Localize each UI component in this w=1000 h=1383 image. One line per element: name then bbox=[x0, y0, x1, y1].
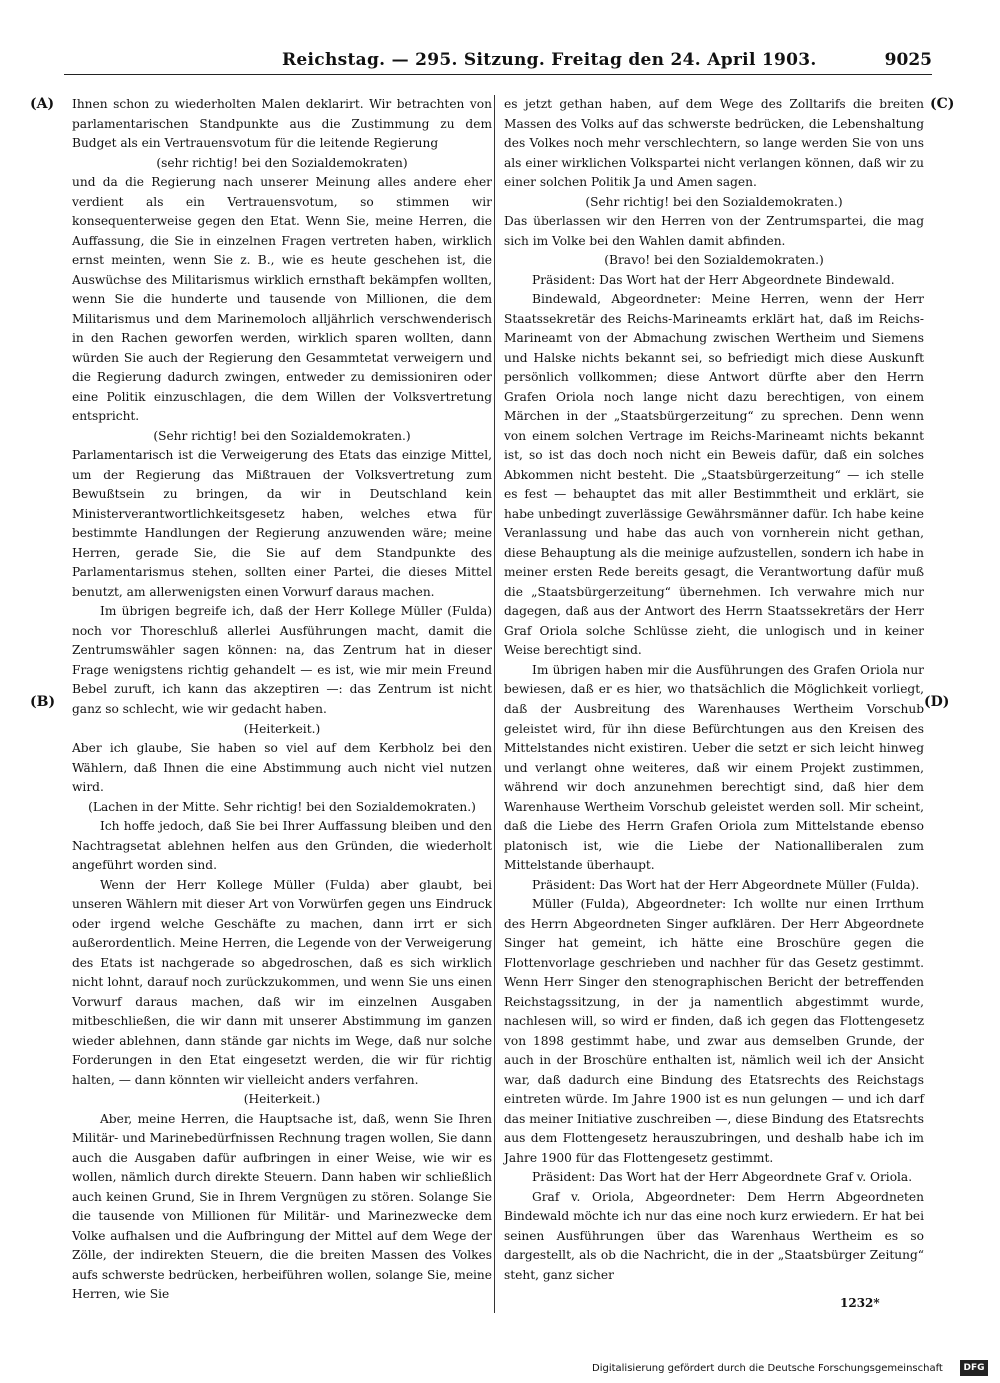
margin-letter-a: (A) bbox=[30, 96, 55, 112]
paragraph: Aber ich glaube, Sie haben so viel auf dem Kerbholz bei den Wählern, daß Ihnen die eine Abstimmung auch nicht viel nutzen wird. bbox=[72, 741, 492, 795]
page-header bbox=[64, 50, 932, 75]
paragraph: Wenn der Herr Kollege Müller (Fulda) aber glaubt, bei unseren Wählern mit dieser Art von Vorwürfen gegen uns Eindruck oder irgend welche Geschäfte zu machen, dann irrt er sich außerordentlich. Meine Herren, die Legende von der Verweigerung des Etats ist nachgerade so abgedroschen, daß es sich wirklich nicht lohnt, darauf noch zurückzukommen, und wenn Sie uns einen Vorwurf daraus machen, daß wir im einzelnen Ausgaben mitbeschließen, die wir dann mit unserer Abstimmung im ganzen wieder ablehnen, dann stände gar nichts im Wege, daß nur solche Forderungen in den Etat eingesetzt werden, die wir für richtig halten, — dann könnten wir vielleicht anders verfahren. bbox=[72, 877, 492, 1087]
footer-credit: Digitalisierung gefördert durch die Deutsche Forschungsgemeinschaft bbox=[592, 1363, 943, 1374]
column-divider bbox=[494, 95, 495, 1313]
paragraph: es jetzt gethan haben, auf dem Wege des Zolltarifs die breiten Massen des Volks auf das schwerste bedrücken, die Lebenshaltung des Volkes noch mehr verschlechtern, so lange werden Sie von uns als einer wirklichen Volkspartei nicht verlangen können, daß wir zu einer solchen Politik Ja und Amen sagen. bbox=[504, 97, 924, 190]
interjection: (Sehr richtig! bei den Sozialdemokraten.) bbox=[585, 194, 843, 209]
paragraph: Das überlassen wir den Herren von der Zentrumspartei, die mag sich im Volke bei den Wahlen damit abfinden. bbox=[504, 214, 924, 248]
interjection: (Sehr richtig! bei den Sozialdemokraten.) bbox=[153, 428, 411, 443]
speaker-paragraph: Bindewald, Abgeordneter: Meine Herren, wenn der Herr Staatssekretär des Reichs-Marineamts erklärt hat, daß im Reichs-Marineamt von der Abmachung zwischen Wertheim und Siemens und Halske nichts bekannt sei, so befriedigt mich diese Auskunft persönlich vollkommen; diese Antwort dürfte aber den Herrn Grafen Oriola noch lange nicht dazu berechtigen, von einem Märchen in der „Staatsbürgerzeitung“ zu sprechen. Denn wenn von einem solchen Vertrage im Reichs-Marineamt nichts bekannt ist, so ist das doch noch nicht ein Beweis dafür, daß ein solches Abkommen nicht besteht. Die „Staatsbürgerzeitung“ — ich stelle es fest — behauptet das mit aller Bestimmtheit und erklärt, sie habe unbedingt zuverlässige Gewährsmänner dafür. Ich habe keine Veranlassung und habe das auch von vornherein nicht gethan, diese Behauptung als die meinige aufzustellen, sondern ich habe in meiner ersten Rede bereits gesagt, die Verantwortung dafür muß die „Staatsbürgerzeitung“ übernehmen. Ich verwahre mich nur dagegen, daß aus der Antwort des Herrn Staatssekretärs der Herr Graf Oriola solche Schlüsse zieht, die unlogisch und in keiner Weise berechtigt sind. bbox=[504, 292, 924, 658]
interjection: (sehr richtig! bei den Sozialdemokraten) bbox=[156, 155, 408, 170]
interjection: (Lachen in der Mitte. Sehr richtig! bei den Sozialdemokraten.) bbox=[88, 799, 476, 814]
paragraph: Parlamentarisch ist die Verweigerung des Etats das einzige Mittel, um der Regierung das Mißtrauen der Volksvertretung zum Bewußtsein zu bringen, da wir in Deutschland kein Ministerverantwortlichkeitsgesetz haben, welches etwa für bestimmte Handlungen der Regierung anzuwenden wäre; meine Herren, gerade Sie, die Sie auf dem Standpunkte des Parlamentarismus stehen, sollten einer Partei, die dieses Mittel benutzt, am allerwenigsten einen Vorwurf daraus machen. bbox=[72, 448, 492, 599]
paragraph: Aber, meine Herren, die Hauptsache ist, daß, wenn Sie Ihren Militär- und Marinebedürfnissen Rechnung tragen wollen, Sie dann auch die Ausgaben dafür aufbringen in einer Weise, wie wir es wollen, nämlich durch direkte Steuern. Dann haben wir schließlich auch keinen Grund, Sie in Ihrem Vergnügen zu stören. Solange Sie die tausende von Millionen für Militär- und Marinezwecke dem Volke aufhalsen und die Aufbringung der Mittel auf dem Wege der Zölle, der indirekten Steuern, die die breiten Massen des Volkes aufs schwerste bedrücken, herbeiführen wollen, solange Sie, meine Herren, wie Sie bbox=[72, 1111, 492, 1302]
dfg-logo: DFG bbox=[960, 1360, 988, 1376]
paragraph: Im übrigen haben mir die Ausführungen des Grafen Oriola nur bewiesen, daß er es hier, wo thatsächlich die Möglichkeit vorliegt, daß der Ausbreitung des Warenhauses Wertheim Vorschub geleistet wird, für ihn diese Befürchtungen aus den Kreisen des Mittelstandes nicht existiren. Ueber die setzt er sich leicht hinweg und verlangt ohne weiteres, daß wir einem Projekt zustimmen, während wir doch anzunehmen berechtigt sind, daß hier dem Warenhause Wertheim Vorschub geleistet werden soll. Mir scheint, daß die Liebe des Herrn Grafen Oriola zum Mittelstande ebenso platonisch ist, wie die Liebe der Nationalliberalen zum Mittelstande überhaupt. bbox=[504, 662, 924, 873]
interjection: (Heiterkeit.) bbox=[243, 721, 321, 736]
interjection: (Bravo! bei den Sozialdemokraten.) bbox=[604, 253, 824, 268]
signature-mark: 1232* bbox=[840, 1296, 880, 1310]
margin-letter-d: (D) bbox=[924, 694, 950, 710]
speaker-paragraph: Müller (Fulda), Abgeordneter: Ich wollte nur einen Irrthum des Herrn Abgeordneten Singer aufklären. Der Herr Abgeordnete Singer hat gemeint, ich hätte eine Broschüre gegen die Flottenvorlage geschrieben und nachher für das Gesetz gestimmt. Wenn Herr Singer den stenographischen Bericht der betreffenden Reichstagssitzung, in der ja namentlich abgestimmt wurde, nachlesen will, so wird er finden, daß ich gegen das Flottengesetz von 1898 gestimmt habe, und zwar aus demselben Grunde, der auch in der Broschüre enthalten ist, nämlich weil ich der Ansicht war, daß dadurch eine Bindung des Etatsrechts des Reichstags eintreten würde. Im Jahre 1900 ist es nun gelungen — und ich darf das meiner Initiative zuschreiben —, diese Bindung des Etatsrechts aus dem Flottengesetz herauszubringen, und deshalb habe ich im Jahre 1900 für das Flottengesetz gestimmt. bbox=[504, 897, 924, 1165]
paragraph: Im übrigen begreife ich, daß der Herr Kollege Müller (Fulda) noch vor Thoreschluß allerlei Ausführungen macht, damit die Zentrumswähler sagen können: na, das Zentrum hat in dieser Frage wenigstens richtig gehandelt — es ist, wie mir mein Freund Bebel zuruft, ich kann das akzeptiren —: das Zentrum ist nicht ganz so schlecht, wie wir gedacht haben. bbox=[72, 604, 492, 716]
left-column bbox=[72, 95, 492, 1305]
speaker-paragraph: Präsident: Das Wort hat der Herr Abgeordnete Müller (Fulda). bbox=[532, 877, 920, 892]
speaker-paragraph: Präsident: Das Wort hat der Herr Abgeordnete Bindewald. bbox=[532, 272, 895, 287]
speaker-paragraph: Graf v. Oriola, Abgeordneter: Dem Herrn Abgeordneten Bindewald möchte ich nur das eine noch kurz erwiedern. Er hat bei seinen Ausführungen über das Warenhaus Wertheim es so dargestellt, als ob die Nachricht, die in der „Staatsbürger Zeitung“ steht, ganz sicher bbox=[504, 1189, 924, 1282]
margin-letter-c: (C) bbox=[930, 96, 955, 112]
paragraph: Ihnen schon zu wiederholten Malen deklarirt. Wir betrachten von parlamentarischen Standpunkte aus die Zustimmung zu dem Budget als ein Vertrauensvotum für die leitende Regierung bbox=[72, 97, 492, 151]
right-column bbox=[504, 95, 924, 1285]
paragraph: Ich hoffe jedoch, daß Sie bei Ihrer Auffassung bleiben und den Nachtragsetat ablehnen helfen aus den Gründen, die wiederholt angeführt worden sind. bbox=[72, 819, 492, 873]
interjection: (Heiterkeit.) bbox=[243, 1092, 321, 1107]
page-number: 9025 bbox=[884, 50, 932, 70]
running-title: Reichstag. — 295. Sitzung. Freitag den 24. April 1903. bbox=[282, 50, 817, 70]
margin-letter-b: (B) bbox=[30, 694, 56, 710]
paragraph: und da die Regierung nach unserer Meinung alles andere eher verdient als ein Vertrauensvotum, so stimmen wir konsequenterweise gegen den Etat. Wenn Sie, meine Herren, die Auffassung, die Sie in einzelnen Fragen vertreten haben, wirklich ernst meinten, wenn Sie z. B., wie es heute geschehen ist, die Auswüchse des Militarismus wirklich ernsthaft bekämpfen wollten, wenn Sie die hunderte und tausende von Millionen, die dem Militarismus und dem Marinemoloch alljährlich verschwenderisch in den Rachen geworfen werden, wirklich sparen wollten, dann würden Sie auch der Regierung den Gesammtetat verweigern und die Regierung dadurch zwingen, entweder zu demissioniren oder eine Politik einzuschlagen, die dem Willen der Volksvertretung entspricht. bbox=[72, 175, 492, 424]
speaker-paragraph: Präsident: Das Wort hat der Herr Abgeordnete Graf v. Oriola. bbox=[532, 1170, 913, 1185]
